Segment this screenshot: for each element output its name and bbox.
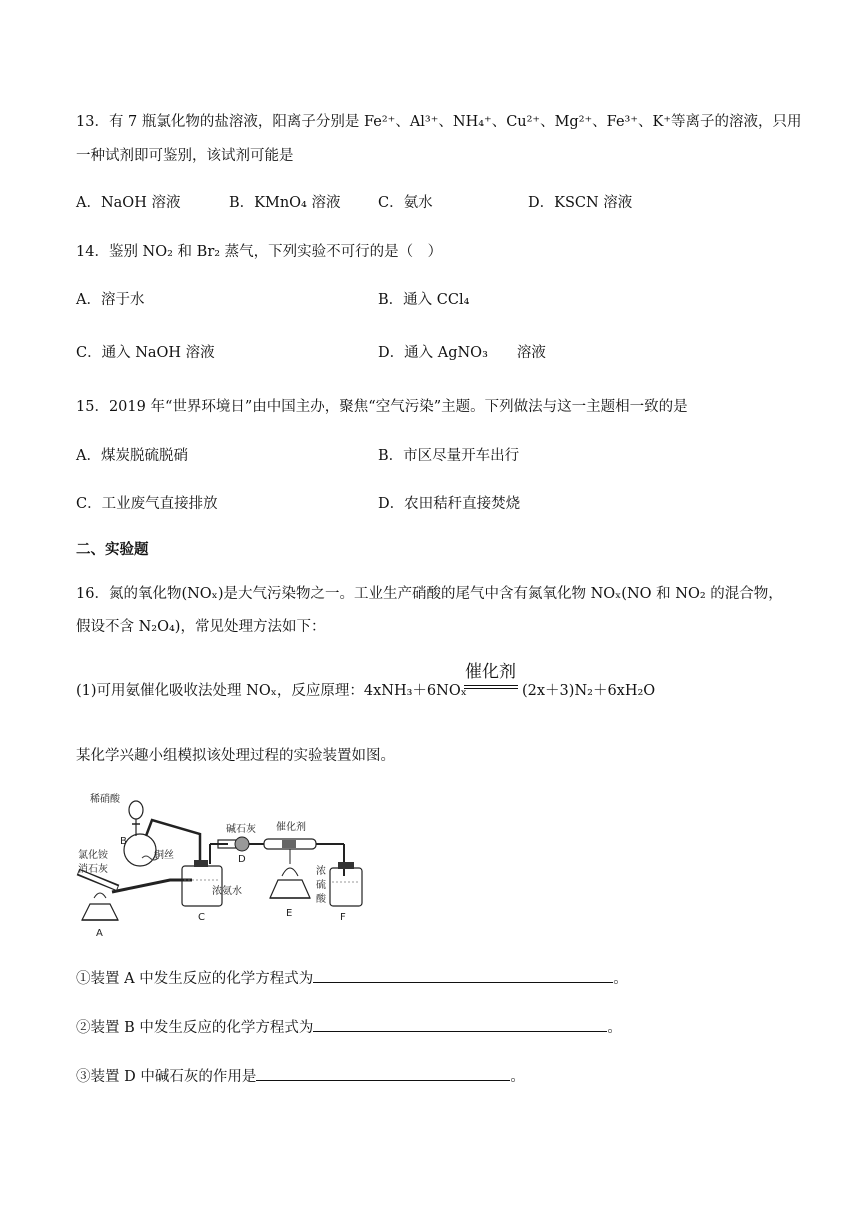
drying-tube-d — [235, 837, 249, 851]
figure-label: D — [238, 854, 246, 865]
answer-blank-1[interactable] — [313, 968, 613, 983]
gas-tube-a-c — [112, 880, 192, 892]
figure-label: E — [286, 908, 293, 919]
q16-stem-line1: 16．氮的氧化物(NOₓ)是大气污染物之一。工业生产硝酸的尾气中含有氮氧化物 NOₓ(NO 和 NO₂ 的混合物， — [76, 586, 783, 602]
q16-sub2 — [76, 1017, 622, 1038]
figure-label: 催化剂 — [276, 822, 306, 833]
apparatus-figure — [72, 780, 364, 940]
figure-label: 硫 — [316, 880, 326, 891]
answer-blank-2[interactable] — [313, 1017, 607, 1032]
figure-label: B — [120, 836, 127, 847]
q16-reaction-tail: (2x＋3)N₂＋6xH₂O — [522, 683, 656, 699]
q13-option-a: A．NaOH 溶液 — [76, 195, 181, 211]
q16-sub3-end: 。 — [510, 1069, 525, 1085]
section-heading: 二、实验题 — [76, 542, 149, 558]
q14-option-c: C．通入 NaOH 溶液 — [76, 345, 215, 361]
q13-stem-line1: 13．有 7 瓶氯化物的盐溶液，阳离子分别是 Fe²⁺、Al³⁺、NH₄⁺、Cu²⁺、Mg²⁺、Fe³⁺、K⁺等离子的溶液，只用 — [76, 114, 802, 130]
figure-label: 浓 — [316, 866, 326, 877]
equation-bar-top — [464, 685, 518, 686]
q16-reaction-lead: (1)可用氨催化吸收法处理 NOₓ，反应原理：4xNH₃＋6NOₓ — [76, 683, 467, 699]
q15-stem: 15．2019 年“世界环境日”由中国主办，聚焦“空气污染”主题。下列做法与这一主题相一致的是 — [76, 399, 688, 415]
q13-option-b: B．KMnO₄ 溶液 — [229, 195, 341, 211]
answer-blank-3[interactable] — [256, 1066, 510, 1081]
q16-sub2-text: ②装置 B 中发生反应的化学方程式为 — [76, 1020, 314, 1036]
q16-sub2-end: 。 — [607, 1020, 622, 1036]
q16-sub3 — [76, 1066, 525, 1087]
q13-stem-line2: 一种试剂即可鉴别，该试剂可能是 — [76, 148, 294, 164]
flask-b — [124, 834, 156, 866]
q13-option-d: D．KSCN 溶液 — [528, 195, 633, 211]
q15-option-d: D．农田秸秆直接焚烧 — [378, 496, 521, 512]
catalyst-label: 催化剂 — [465, 662, 516, 682]
q15-option-b: B．市区尽量开车出行 — [378, 448, 520, 464]
q14-option-a: A．溶于水 — [76, 292, 145, 308]
burner-a — [82, 904, 118, 920]
q14-option-b: B．通入 CCl₄ — [378, 292, 470, 308]
figure-label: 消石灰 — [78, 864, 108, 875]
q14-option-d: D．通入 AgNO₃ 溶液 — [378, 345, 546, 361]
q16-stem-line2: 假设不含 N₂O₄)，常见处理方法如下： — [76, 619, 326, 635]
bottle-f — [330, 868, 362, 906]
figure-label: 氯化铵 — [78, 850, 108, 861]
q16-setup-text: 某化学兴趣小组模拟该处理过程的实验装置如图。 — [76, 748, 395, 764]
q15-option-a: A．煤炭脱硫脱硝 — [76, 448, 188, 464]
equation-bar-bottom — [464, 688, 518, 689]
q16-sub1 — [76, 968, 628, 989]
figure-label: F — [340, 912, 346, 923]
figure-label: 碱石灰 — [226, 824, 256, 835]
figure-label: A — [96, 928, 103, 939]
q13-option-c: C．氨水 — [378, 195, 433, 211]
figure-label: C — [198, 912, 205, 923]
separatory-funnel — [129, 801, 143, 819]
q16-sub1-end: 。 — [613, 971, 628, 987]
burner-e — [270, 880, 310, 898]
q14-stem: 14．鉴别 NO₂ 和 Br₂ 蒸气，下列实验不可行的是（ ） — [76, 244, 443, 260]
figure-label: 铜丝 — [154, 850, 174, 861]
q16-sub1-text: ①装置 A 中发生反应的化学方程式为 — [76, 971, 314, 987]
q16-sub3-text: ③装置 D 中碱石灰的作用是 — [76, 1069, 257, 1085]
q15-option-c: C．工业废气直接排放 — [76, 496, 218, 512]
figure-label: 酸 — [316, 894, 326, 905]
figure-label: 浓氨水 — [212, 886, 242, 897]
figure-label: 稀硝酸 — [90, 794, 120, 805]
